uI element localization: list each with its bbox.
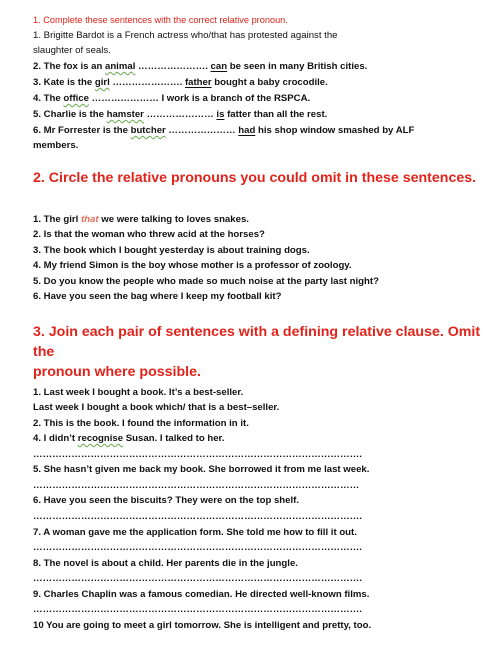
s3-line-6: 6. Have you seen the biscuits? They were on the top shelf. [33, 495, 300, 506]
s1-line-1-text: 1. Brigitte Bardot is a French actress who/that has protested against the [33, 30, 338, 41]
s2-i1-em: that [80, 214, 99, 225]
s1-line-5 [33, 93, 310, 105]
s1-l7-u2: had [238, 125, 256, 136]
s1-l5-b: ………………… I work is a branch of the RSPCA. [88, 93, 311, 104]
s1-l3-a: 2. The fox is an [33, 61, 105, 72]
s1-l4-c: bought a baby crocodile. [211, 77, 328, 88]
s1-line-2-text: slaughter of seals. [33, 45, 111, 56]
s1-line-6 [33, 109, 327, 121]
s2-item-5: 5. Do you know the people who made so much noise at the party last night? [33, 276, 379, 287]
s1-line-8 [33, 140, 78, 152]
s3-l4-a: 4. I didn’t [33, 433, 78, 444]
s3-answer-line-2: ………………………………………………………………………………………… [33, 480, 360, 491]
section2-title: 2. Circle the relative pronouns you could omit in these sentences. [33, 170, 477, 186]
s1-l7-c: his shop window smashed by ALF [255, 125, 415, 136]
s1-l6-a: 5. Charlie is the [33, 109, 107, 120]
s1-l5-u: office [63, 93, 89, 104]
s2-item-2: 2. Is that the woman who threw acid at the horses? [33, 229, 265, 240]
s2-item-3: 3. The book which I bought yesterday is about training dogs. [33, 245, 310, 256]
s3-line-7: 7. A woman gave me the application form. She told me how to fill it out. [33, 527, 357, 538]
s2-i1-pre: 1. The girl [33, 214, 81, 225]
s3-answer-line-1: …………………………………………………………………………………………. [33, 449, 362, 460]
s1-l3-b: …………………. [135, 61, 211, 72]
section3-title-line1: 3. Join each pair of sentences with a defining relative clause. Omit [33, 324, 481, 340]
s1-l7-u: butcher [130, 125, 166, 136]
s1-l7-b: ………………… [165, 125, 239, 136]
s1-line-4 [33, 77, 328, 89]
s3-line-5: 5. She hasn’t given me back my book. She borrowed it from me last week. [33, 464, 370, 475]
s3-line-10: 10 You are going to meet a girl tomorrow. She is intelligent and pretty, too. [33, 620, 372, 631]
s1-line-2 [33, 45, 111, 57]
s1-l4-b: …………………. [109, 77, 185, 88]
section1-title: 1. Complete these sentences with the correct relative pronoun. [33, 15, 288, 25]
s3-line-3: 2. This is the book. I found the information in it. [33, 418, 249, 429]
s3-line-8: 8. The novel is about a child. Her parents die in the jungle. [33, 558, 298, 569]
s3-answer-line-5: …………………………………………………………………………………………. [33, 573, 362, 584]
s2-i1-post: we were talking to loves snakes. [98, 214, 249, 225]
s1-l6-b: ………………… [143, 109, 217, 120]
s1-l8-a: members. [33, 140, 79, 151]
s3-answer-line-4: …………………………………………………………………………………………. [33, 542, 362, 553]
s1-l5-a: 4. The [33, 93, 64, 104]
s1-l6-u: hamster [106, 109, 144, 120]
s2-item-4: 4. My friend Simon is the boy whose mother is a professor of zoology. [33, 260, 352, 271]
section3-title-line3: pronoun where possible. [33, 364, 201, 380]
s1-l6-c: fatter than all the rest. [224, 109, 328, 120]
s3-l4-u: recognise [77, 433, 124, 444]
s3-l4-b: Susan. I talked to her. [123, 433, 225, 444]
s1-l3-c: be seen in many British cities. [227, 61, 368, 72]
s1-l4-u: girl [94, 77, 110, 88]
s1-l4-u2: father [184, 77, 212, 88]
s3-answer-line-3: …………………………………………………………………………………………. [33, 511, 362, 522]
s1-l3-u2: can [210, 61, 228, 72]
s3-line-4 [33, 433, 224, 445]
s1-l6-u2: is [216, 109, 225, 120]
s3-line-2: Last week I bought a book which/ that is a best–seller. [33, 402, 280, 413]
s1-line-3 [33, 61, 367, 73]
s2-item-1 [33, 214, 249, 226]
s1-line-7 [33, 125, 414, 137]
s2-item-6: 6. Have you seen the bag where I keep my football kit? [33, 291, 282, 302]
s3-line-9: 9. Charles Chaplin was a famous comedian. He directed well-known films. [33, 589, 370, 600]
s3-answer-line-6: …………………………………………………………………………………………. [33, 604, 362, 615]
s1-l3-u: animal [104, 61, 136, 72]
section3-title-line2: the [33, 344, 55, 360]
s1-l7-a: 6. Mr Forrester is the [33, 125, 131, 136]
s3-line-1: 1. Last week I bought a book. It’s a best-seller. [33, 387, 244, 398]
s1-line-1 [33, 30, 338, 42]
s1-l4-a: 3. Kate is the [33, 77, 95, 88]
